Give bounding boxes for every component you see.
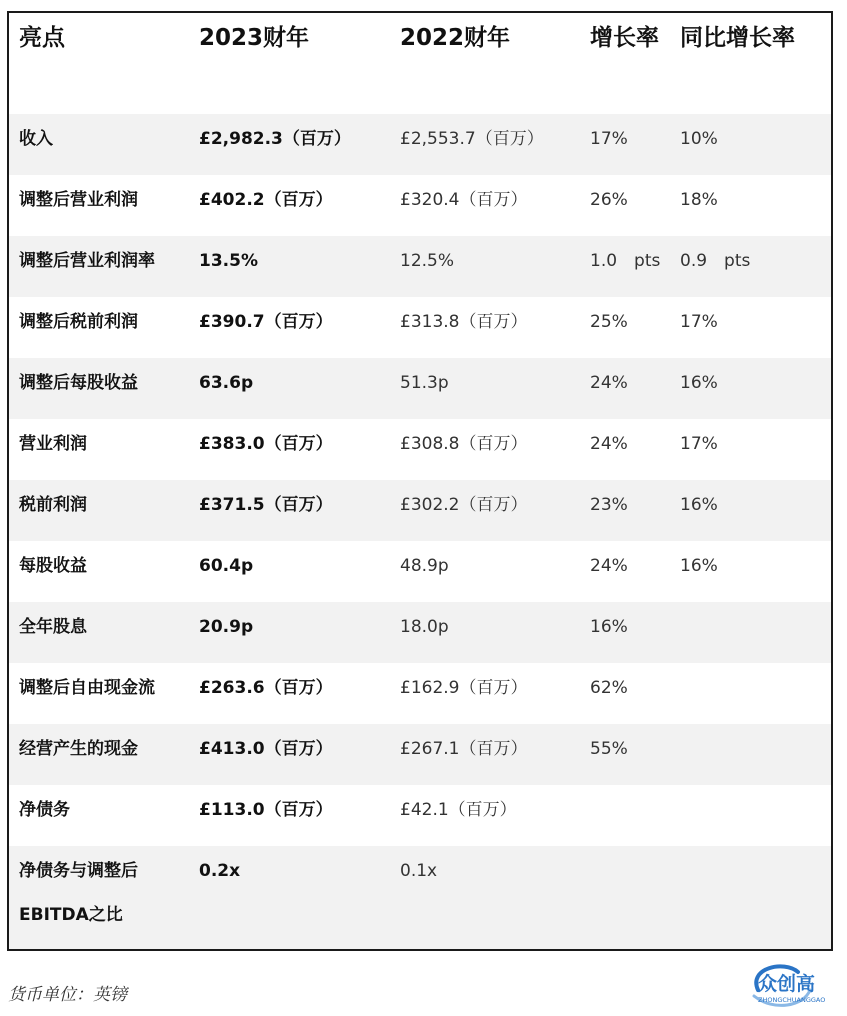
- cell-fy2022: 12.5%: [400, 251, 455, 271]
- table-row: [9, 541, 831, 602]
- row-label: 调整后税前利润: [19, 312, 138, 332]
- row-label: 营业利润: [19, 434, 87, 454]
- cell-fy2023: £113.0（百万）: [199, 800, 333, 820]
- row-label: 净债务: [19, 800, 70, 820]
- table-row: [9, 724, 831, 785]
- table-row: [9, 785, 831, 846]
- row-label: 税前利润: [19, 495, 87, 515]
- cell-yoy: [680, 724, 831, 785]
- cell-fy2022: 0.1x: [400, 861, 438, 881]
- cell-fy2023: £390.7（百万）: [199, 312, 333, 332]
- table-row: [9, 297, 831, 358]
- cell-fy2022: £42.1（百万）: [400, 800, 517, 820]
- header-row: [9, 13, 831, 114]
- cell-fy2022: 51.3p: [400, 373, 449, 393]
- table-body: [9, 114, 831, 951]
- table-row: [9, 480, 831, 541]
- table-row: [9, 236, 831, 297]
- cell-yoy: 16%: [680, 495, 718, 515]
- swoosh-logo-icon: [744, 960, 847, 1012]
- header-growth: 增长率: [590, 25, 659, 51]
- row-label: 调整后营业利润率: [19, 251, 155, 271]
- cell-fy2022: £313.8（百万）: [400, 312, 528, 332]
- cell-fy2023: 63.6p: [199, 373, 254, 393]
- cell-fy2023: £413.0（百万）: [199, 739, 333, 759]
- cell-fy2023: 0.2x: [199, 861, 241, 881]
- cell-fy2022: £162.9（百万）: [400, 678, 528, 698]
- cell-growth: 24%: [590, 373, 628, 393]
- cell-growth: 55%: [590, 739, 628, 759]
- cell-fy2023: 13.5%: [199, 251, 258, 271]
- cell-fy2022: £267.1（百万）: [400, 739, 528, 759]
- cell-yoy: [680, 785, 831, 846]
- currency-footnote: 货币单位：英镑: [8, 985, 127, 1005]
- cell-fy2022: 18.0p: [400, 617, 449, 637]
- table-row: [9, 663, 831, 724]
- cell-fy2023: £2,982.3（百万）: [199, 129, 351, 149]
- row-label: 全年股息: [19, 617, 87, 637]
- cell-fy2023: £263.6（百万）: [199, 678, 333, 698]
- cell-fy2022: £302.2（百万）: [400, 495, 528, 515]
- row-label: 每股收益: [19, 556, 87, 576]
- cell-growth: 62%: [590, 678, 628, 698]
- cell-fy2023: £402.2（百万）: [199, 190, 333, 210]
- cell-yoy: 17%: [680, 434, 718, 454]
- cell-growth: 24%: [590, 556, 628, 576]
- cell-growth: 16%: [590, 617, 628, 637]
- cell-fy2023: 20.9p: [199, 617, 254, 637]
- header-yoy: 同比增长率: [680, 25, 795, 51]
- table-row: [9, 358, 831, 419]
- cell-growth: 23%: [590, 495, 628, 515]
- highlights-table-container: [7, 11, 833, 951]
- table-row: [9, 419, 831, 480]
- table-row: [9, 114, 831, 175]
- logo-subtext: ZHONGCHUANGGAO: [758, 996, 826, 1004]
- cell-yoy: 18%: [680, 190, 718, 210]
- cell-fy2023: £383.0（百万）: [199, 434, 333, 454]
- cell-growth: 25%: [590, 312, 628, 332]
- cell-yoy: 16%: [680, 556, 718, 576]
- cell-growth: 24%: [590, 434, 628, 454]
- cell-growth: 26%: [590, 190, 628, 210]
- highlights-table: [9, 13, 831, 951]
- cell-fy2022: 48.9p: [400, 556, 449, 576]
- cell-yoy: 17%: [680, 312, 718, 332]
- cell-fy2023: £371.5（百万）: [199, 495, 333, 515]
- cell-growth: [590, 785, 680, 846]
- cell-growth: 17%: [590, 129, 628, 149]
- table-row: [9, 602, 831, 663]
- table-row: [9, 846, 831, 951]
- cell-growth: [590, 846, 680, 951]
- logo-text: 众创高: [758, 973, 816, 995]
- header-highlights: 亮点: [19, 25, 65, 51]
- cell-yoy: 0.9 pts: [680, 251, 751, 271]
- cell-yoy: 16%: [680, 373, 718, 393]
- row-label: 净债务与调整后EBITDA之比: [19, 861, 138, 925]
- cell-yoy: 10%: [680, 129, 718, 149]
- cell-growth: 1.0 pts: [590, 251, 661, 271]
- cell-yoy: [680, 663, 831, 724]
- row-label: 收入: [19, 129, 53, 149]
- row-label: 调整后每股收益: [19, 373, 138, 393]
- header-fy2022: 2022财年: [400, 25, 511, 51]
- cell-fy2023: 60.4p: [199, 556, 254, 576]
- cell-yoy: [680, 602, 831, 663]
- row-label: 调整后自由现金流: [19, 678, 155, 698]
- cell-fy2022: £308.8（百万）: [400, 434, 528, 454]
- header-fy2023: 2023财年: [199, 25, 310, 51]
- cell-fy2022: £320.4（百万）: [400, 190, 528, 210]
- brand-logo: [744, 960, 847, 1012]
- row-label: 经营产生的现金: [19, 739, 138, 759]
- cell-fy2022: £2,553.7（百万）: [400, 129, 544, 149]
- row-label: 调整后营业利润: [19, 190, 138, 210]
- table-row: [9, 175, 831, 236]
- cell-yoy: [680, 846, 831, 951]
